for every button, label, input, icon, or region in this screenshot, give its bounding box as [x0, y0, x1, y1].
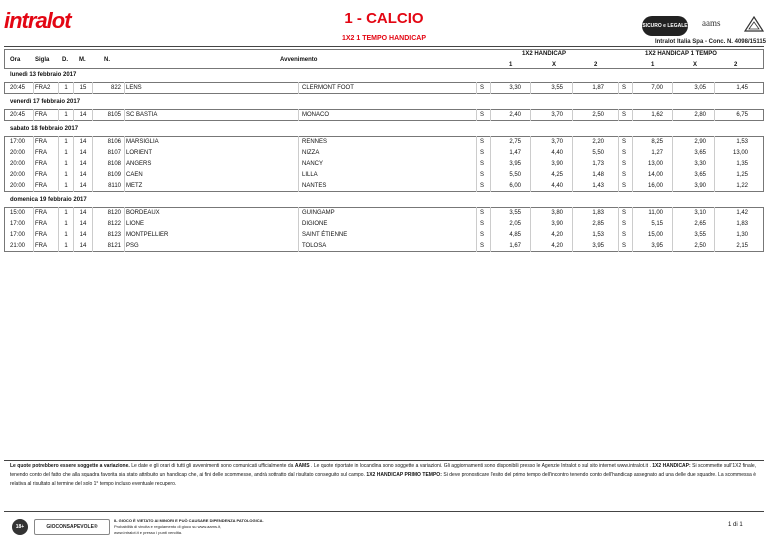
cell-away: NIZZA	[302, 150, 320, 156]
cell-ox[interactable]: 3,90	[551, 221, 563, 227]
column-separator	[572, 109, 573, 121]
cell-p2[interactable]: 13,00	[732, 150, 748, 156]
cell-s2: S	[622, 221, 627, 227]
cell-n: 8123	[107, 232, 121, 238]
cell-home: MARSIGLIA	[126, 139, 159, 145]
cell-o2[interactable]: 5,50	[592, 150, 604, 156]
date-heading: venerdì 17 febbraio 2017	[10, 99, 81, 105]
cell-home: LORIENT	[126, 150, 153, 156]
cell-sigla: FRA	[35, 210, 47, 216]
cell-m: 14	[79, 183, 87, 189]
cell-d: 1	[64, 112, 68, 118]
column-separator	[530, 109, 531, 121]
notes-text-2: . Le quote riportate in locandina sono soggette a variazioni. Gli aggiornamenti sono disponibili presso le Agenzie Intralot o sul sito internet www.intralot.it .	[311, 463, 651, 469]
col-avvenimento: Avvenimento	[280, 57, 318, 63]
col-m: M.	[79, 57, 86, 63]
certification-badges	[628, 12, 766, 40]
cell-d: 1	[64, 172, 68, 178]
column-separator	[92, 207, 93, 252]
cell-s2: S	[622, 183, 627, 189]
cell-s1: S	[480, 232, 485, 238]
col-g1-2: 2	[594, 62, 598, 68]
cell-sigla: FRA	[35, 243, 47, 249]
cell-o1[interactable]: 4,85	[509, 232, 521, 238]
triangle-logo-icon	[744, 16, 764, 32]
cell-away: GUINGAMP	[302, 210, 335, 216]
notes-lead: Le quote potrebbero essere soggette a variazione.	[10, 463, 130, 469]
column-separator	[92, 82, 93, 94]
notes-primo: 1X2 HANDICAP PRIMO TEMPO:	[366, 472, 442, 478]
column-separator	[530, 82, 531, 94]
cell-px[interactable]: 3,05	[694, 85, 706, 91]
column-separator	[298, 82, 299, 94]
cell-o1[interactable]: 3,55	[509, 210, 521, 216]
page-subtitle: 1X2 1 TEMPO HANDICAP	[341, 35, 427, 42]
gambling-warning	[114, 518, 304, 536]
cell-s2: S	[622, 210, 627, 216]
cell-sigla: FRA	[35, 161, 47, 167]
cell-s2: S	[622, 172, 627, 178]
cell-sigla: FRA	[35, 232, 47, 238]
cell-d: 1	[64, 221, 68, 227]
cell-o2[interactable]: 1,87	[592, 85, 604, 91]
cell-d: 1	[64, 210, 68, 216]
cell-s2: S	[622, 85, 627, 91]
cell-p2[interactable]: 1,45	[736, 85, 748, 91]
cell-ox[interactable]: 4,20	[551, 232, 563, 238]
cell-p1[interactable]: 13,00	[647, 161, 663, 167]
cell-o2[interactable]: 1,48	[592, 172, 604, 178]
cell-o2[interactable]: 1,73	[592, 161, 604, 167]
cell-p2[interactable]: 1,30	[736, 232, 748, 238]
notes-divider	[4, 460, 764, 461]
column-separator	[618, 207, 619, 252]
cell-away: MONACO	[302, 112, 329, 118]
column-separator	[33, 109, 34, 121]
cell-away: TOLOSA	[302, 243, 327, 249]
notes-handicap: 1X2 HANDICAP:	[652, 463, 691, 469]
age-18-badge: 18+	[12, 519, 28, 535]
column-separator	[714, 82, 715, 94]
column-separator	[572, 136, 573, 192]
col-g1-1: 1	[509, 62, 513, 68]
notes-text-1: Le date e gli orari di tutti gli avvenimenti sono comunicati ufficialmente da	[131, 463, 294, 469]
cell-p1[interactable]: 11,00	[648, 210, 663, 216]
cell-sigla: FRA	[35, 150, 47, 156]
cell-s1: S	[480, 221, 485, 227]
cell-ox[interactable]: 3,55	[551, 85, 563, 91]
cell-p1[interactable]: 3,95	[651, 243, 663, 249]
column-separator	[672, 136, 673, 192]
col-g1-x: X	[552, 62, 557, 68]
column-separator	[298, 109, 299, 121]
cell-p2[interactable]: 6,75	[736, 112, 748, 118]
column-separator	[33, 82, 34, 94]
cell-sigla: FRA	[35, 139, 47, 145]
cell-m: 14	[79, 150, 87, 156]
col-d: D.	[62, 57, 68, 63]
cell-n: 8107	[107, 150, 121, 156]
column-separator	[92, 136, 93, 192]
cell-d: 1	[64, 183, 68, 189]
cell-ora: 20:45	[10, 112, 26, 118]
cell-n: 822	[110, 85, 121, 91]
page-title: 1 - CALCIO	[344, 10, 424, 27]
column-separator	[632, 82, 633, 94]
column-separator	[572, 207, 573, 252]
footer-divider	[4, 511, 764, 512]
cell-s2: S	[622, 112, 627, 118]
date-heading: lunedì 13 febbraio 2017	[10, 72, 77, 78]
cell-home: SC BASTIA	[126, 112, 158, 118]
cell-p1[interactable]: 7,00	[651, 85, 663, 91]
cell-home: MONTPELLIER	[126, 232, 169, 238]
column-separator	[124, 136, 125, 192]
cell-s2: S	[622, 150, 627, 156]
cell-p1[interactable]: 16,00	[647, 183, 663, 189]
cell-px[interactable]: 2,65	[694, 221, 706, 227]
cell-s1: S	[480, 139, 485, 145]
cell-o1[interactable]: 6,00	[509, 183, 521, 189]
cell-o1[interactable]: 2,75	[509, 139, 521, 145]
column-separator	[73, 207, 74, 252]
notes-text-4: Si deve pronosticare l'esito del primo tempo dell'incontro tenendo conto dell'handicap assegnato ad una delle due squadre. La scommessa è relativa al risultato al termine del solo 1° tempo incluso eventuale recupero.	[10, 472, 757, 487]
aams-logo: aams	[702, 18, 721, 28]
intralot-logo: intralot	[4, 8, 71, 33]
cell-s1: S	[480, 85, 485, 91]
cell-px[interactable]: 3,10	[694, 210, 706, 216]
cell-m: 14	[79, 210, 87, 216]
cell-ora: 20:00	[10, 183, 26, 189]
cell-ora: 20:00	[10, 172, 26, 178]
column-separator	[618, 109, 619, 121]
col-n: N.	[104, 57, 110, 63]
cell-px[interactable]: 3,30	[694, 161, 706, 167]
date-heading: domenica 19 febbraio 2017	[10, 197, 87, 203]
warning-line-2: Probabilità di vincita e regolamento di gioco su www.aams.it,	[114, 524, 222, 529]
column-separator	[618, 136, 619, 192]
cell-o1[interactable]: 1,47	[509, 150, 521, 156]
column-separator	[476, 109, 477, 121]
cell-m: 14	[79, 112, 87, 118]
cell-d: 1	[64, 161, 68, 167]
cell-away: CLERMONT FOOT	[302, 85, 354, 91]
date-heading: sabato 18 febbraio 2017	[10, 126, 79, 132]
cell-ora: 20:00	[10, 161, 26, 167]
cell-o1[interactable]: 5,50	[509, 172, 521, 178]
cell-d: 1	[64, 150, 68, 156]
column-separator	[490, 82, 491, 94]
cell-px[interactable]: 2,50	[694, 243, 706, 249]
cell-o1[interactable]: 2,05	[509, 221, 521, 227]
cell-s1: S	[480, 183, 485, 189]
page-number: 1 di 1	[728, 522, 743, 528]
cell-ox[interactable]: 3,70	[551, 139, 563, 145]
col-g2-1: 1	[651, 62, 655, 68]
cell-m: 14	[79, 232, 87, 238]
cell-home: LIONE	[126, 221, 145, 227]
cell-s2: S	[622, 161, 627, 167]
cell-s1: S	[480, 210, 485, 216]
legal-notes	[10, 462, 756, 489]
cell-ox[interactable]: 3,70	[551, 112, 563, 118]
company-info: Intralot Italia Spa - Conc. N. 4098/15115	[654, 39, 766, 45]
cell-ora: 15:00	[10, 210, 26, 216]
cell-o1[interactable]: 1,67	[509, 243, 521, 249]
column-separator	[632, 109, 633, 121]
column-separator	[124, 207, 125, 252]
cell-p1[interactable]: 15,00	[647, 232, 663, 238]
cell-p1[interactable]: 5,15	[651, 221, 663, 227]
cell-m: 14	[79, 172, 87, 178]
column-separator	[73, 82, 74, 94]
column-separator	[714, 207, 715, 252]
column-separator	[298, 136, 299, 192]
cell-m: 14	[79, 221, 87, 227]
cell-px[interactable]: 3,65	[694, 172, 706, 178]
cell-p2[interactable]: 1,42	[736, 210, 748, 216]
cell-away: NANCY	[302, 161, 324, 167]
column-separator	[490, 109, 491, 121]
cell-px[interactable]: 3,55	[694, 232, 706, 238]
cell-n: 8105	[107, 112, 121, 118]
column-separator	[672, 109, 673, 121]
column-separator	[714, 136, 715, 192]
column-separator	[632, 136, 633, 192]
cell-d: 1	[64, 243, 68, 249]
cell-s1: S	[480, 243, 485, 249]
cell-o2[interactable]: 1,53	[592, 232, 604, 238]
header-divider	[4, 46, 764, 47]
cell-s1: S	[480, 112, 485, 118]
column-separator	[476, 136, 477, 192]
cell-n: 8109	[107, 172, 121, 178]
column-separator	[530, 136, 531, 192]
cell-sigla: FRA	[35, 183, 47, 189]
column-separator	[476, 82, 477, 94]
cell-d: 1	[64, 85, 68, 91]
cell-p2[interactable]: 1,22	[736, 183, 748, 189]
warning-line-1: IL GIOCO È VIETATO AI MINORI E PUÒ CAUSARE DIPENDENZA PATOLOGICA.	[114, 518, 264, 523]
cell-away: RENNES	[302, 139, 328, 145]
col-g2-2: 2	[734, 62, 738, 68]
cell-p2[interactable]: 1,35	[736, 161, 748, 167]
column-separator	[124, 109, 125, 121]
cell-n: 8106	[107, 139, 121, 145]
cell-ox[interactable]: 4,40	[551, 150, 563, 156]
cell-ora: 17:00	[10, 139, 26, 145]
cell-sigla: FRA	[35, 221, 47, 227]
cell-ora: 17:00	[10, 221, 26, 227]
col-sigla: Sigla	[35, 57, 50, 63]
cell-o1[interactable]: 3,30	[509, 85, 521, 91]
group-1x2-handicap-1-tempo: 1X2 HANDICAP 1 TEMPO	[645, 51, 717, 57]
cell-away: LILLA	[302, 172, 318, 178]
column-separator	[490, 136, 491, 192]
cell-p1[interactable]: 14,00	[647, 172, 663, 178]
column-separator	[672, 82, 673, 94]
group-1x2-handicap: 1X2 HANDICAP	[522, 51, 567, 57]
cell-p2[interactable]: 1,25	[736, 172, 748, 178]
cell-p1[interactable]: 8,25	[651, 139, 663, 145]
column-separator	[92, 109, 93, 121]
cell-n: 8122	[107, 221, 121, 227]
cell-o1[interactable]: 3,95	[509, 161, 521, 167]
cell-m: 15	[79, 85, 87, 91]
cell-px[interactable]: 3,90	[694, 183, 706, 189]
cell-ora: 17:00	[10, 232, 26, 238]
cell-ora: 20:45	[10, 85, 26, 91]
cell-ox[interactable]: 4,20	[551, 243, 563, 249]
column-separator	[73, 136, 74, 192]
cell-n: 8121	[107, 243, 121, 249]
cell-px[interactable]: 2,80	[694, 112, 706, 118]
cell-s2: S	[622, 139, 627, 145]
column-separator	[33, 207, 34, 252]
cell-ora: 21:00	[10, 243, 26, 249]
cell-p1[interactable]: 1,62	[651, 112, 663, 118]
cell-p1[interactable]: 1,27	[651, 150, 663, 156]
cell-sigla: FRA	[35, 172, 47, 178]
column-separator	[73, 109, 74, 121]
cell-away: DIGIONE	[302, 221, 328, 227]
column-separator	[618, 82, 619, 94]
column-separator	[632, 207, 633, 252]
cell-ox[interactable]: 4,40	[551, 183, 563, 189]
cell-home: METZ	[126, 183, 143, 189]
cell-home: PSG	[126, 243, 139, 249]
cell-home: CAEN	[126, 172, 143, 178]
cell-px[interactable]: 2,90	[694, 139, 706, 145]
column-separator	[714, 109, 715, 121]
col-g2-x: X	[693, 62, 698, 68]
cell-o2[interactable]: 3,95	[592, 243, 604, 249]
column-separator	[33, 136, 34, 192]
sicuro-legale-badge: SICURO e LEGALE	[642, 16, 688, 36]
cell-m: 14	[79, 139, 87, 145]
cell-o2[interactable]: 2,20	[592, 139, 604, 145]
cell-s1: S	[480, 172, 485, 178]
cell-home: LENS	[126, 85, 142, 91]
cell-home: ANGERS	[126, 161, 152, 167]
gioco-consapevole-logo: GIOCONSAPEVOLE®	[34, 519, 110, 535]
cell-sigla: FRA2	[35, 85, 51, 91]
column-separator	[298, 207, 299, 252]
warning-line-3: www.intralot.it e presso i punti vendita.	[114, 530, 183, 535]
column-separator	[672, 207, 673, 252]
cell-s2: S	[622, 232, 627, 238]
cell-n: 8108	[107, 161, 121, 167]
cell-s1: S	[480, 161, 485, 167]
cell-o2[interactable]: 1,43	[592, 183, 604, 189]
cell-s1: S	[480, 150, 485, 156]
col-ora: Ora	[10, 57, 21, 63]
cell-d: 1	[64, 139, 68, 145]
cell-px[interactable]: 3,65	[694, 150, 706, 156]
column-separator	[490, 207, 491, 252]
column-separator	[124, 82, 125, 94]
cell-ora: 20:00	[10, 150, 26, 156]
cell-o2[interactable]: 2,85	[592, 221, 604, 227]
cell-ox[interactable]: 4,25	[551, 172, 563, 178]
cell-m: 14	[79, 243, 87, 249]
notes-aams: AAMS	[294, 463, 310, 469]
cell-p2[interactable]: 1,53	[736, 139, 748, 145]
cell-o2[interactable]: 1,83	[592, 210, 604, 216]
cell-m: 14	[79, 161, 87, 167]
cell-sigla: FRA	[35, 112, 47, 118]
column-separator	[476, 207, 477, 252]
column-separator	[572, 82, 573, 94]
cell-o2[interactable]: 2,50	[592, 112, 604, 118]
cell-p2[interactable]: 1,83	[736, 221, 748, 227]
cell-s2: S	[622, 243, 627, 249]
cell-home: BORDEAUX	[126, 210, 160, 216]
cell-n: 8120	[107, 210, 121, 216]
cell-n: 8110	[108, 183, 121, 189]
cell-p2[interactable]: 2,15	[736, 243, 748, 249]
cell-d: 1	[64, 232, 68, 238]
cell-ox[interactable]: 3,90	[551, 161, 563, 167]
cell-away: SAINT ÉTIENNE	[302, 232, 348, 238]
cell-away: NANTES	[302, 183, 327, 189]
cell-ox[interactable]: 3,80	[551, 210, 563, 216]
cell-o1[interactable]: 2,40	[509, 112, 521, 118]
column-separator	[530, 207, 531, 252]
notes-text-3: Si scommette sull'1X2 finale, tenendo conto del fatto che alla squadra favorita sia stato attribuito un handicap che, ai fini delle scommesse, andrà sottratto dal risultato conseguito sul campo.	[10, 463, 757, 478]
